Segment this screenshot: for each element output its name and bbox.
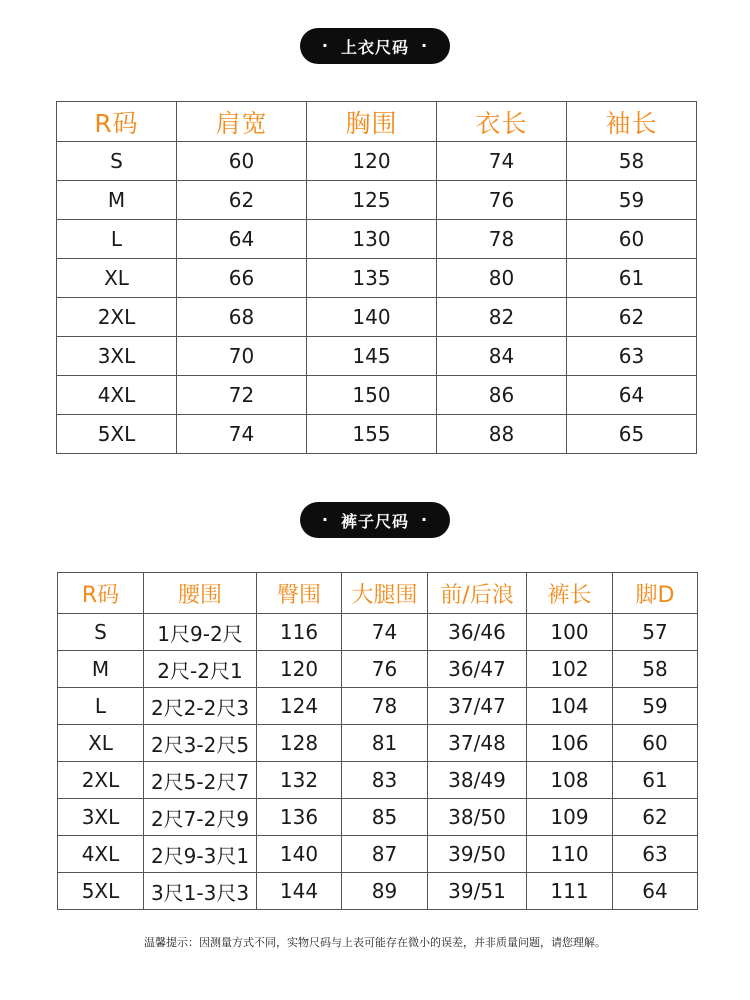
table-row xyxy=(57,259,697,298)
rise-cell: 39/51 xyxy=(428,873,527,910)
thigh-cell: 81 xyxy=(342,725,428,762)
table-row xyxy=(58,873,698,910)
table-row xyxy=(57,181,697,220)
chest-cell: 140 xyxy=(307,298,437,337)
size-cell: L xyxy=(57,220,177,259)
sleeve-cell: 61 xyxy=(567,259,697,298)
thigh-cell: 78 xyxy=(342,688,428,725)
chest-cell: 150 xyxy=(307,376,437,415)
size-cell: S xyxy=(57,142,177,181)
top-header-sleeve: 袖长 xyxy=(567,102,697,142)
table-row xyxy=(58,762,698,799)
length-cell: 80 xyxy=(437,259,567,298)
rise-cell: 37/47 xyxy=(428,688,527,725)
length-cell: 108 xyxy=(527,762,613,799)
size-cell: 2XL xyxy=(58,762,144,799)
table-row xyxy=(58,651,698,688)
pants-header-length: 裤长 xyxy=(527,573,613,614)
top-header-shoulder: 肩宽 xyxy=(177,102,307,142)
shoulder-cell: 68 xyxy=(177,298,307,337)
table-row xyxy=(57,337,697,376)
sleeve-cell: 62 xyxy=(567,298,697,337)
thigh-cell: 76 xyxy=(342,651,428,688)
pants-title-dot-right: · xyxy=(421,510,429,529)
length-cell: 104 xyxy=(527,688,613,725)
rise-cell: 38/49 xyxy=(428,762,527,799)
hip-cell: 136 xyxy=(257,799,342,836)
hip-cell: 124 xyxy=(257,688,342,725)
table-row xyxy=(57,298,697,337)
rise-cell: 38/50 xyxy=(428,799,527,836)
top-header-chest: 胸围 xyxy=(307,102,437,142)
shoulder-cell: 74 xyxy=(177,415,307,454)
pants-header-thigh: 大腿围 xyxy=(342,573,428,614)
top-size-title-pill xyxy=(300,28,450,64)
thigh-cell: 74 xyxy=(342,614,428,651)
waist-cell: 2尺-2尺1 xyxy=(144,651,257,688)
size-cell: 5XL xyxy=(57,415,177,454)
top-header-size: R码 xyxy=(57,102,177,142)
size-cell: XL xyxy=(57,259,177,298)
waist-cell: 2尺9-3尺1 xyxy=(144,836,257,873)
hip-cell: 116 xyxy=(257,614,342,651)
pants-title-dot-left: · xyxy=(321,510,329,529)
hip-cell: 140 xyxy=(257,836,342,873)
leg-opening-cell: 60 xyxy=(613,725,698,762)
sleeve-cell: 58 xyxy=(567,142,697,181)
table-row xyxy=(57,415,697,454)
size-cell: M xyxy=(58,651,144,688)
length-cell: 100 xyxy=(527,614,613,651)
sleeve-cell: 64 xyxy=(567,376,697,415)
hip-cell: 128 xyxy=(257,725,342,762)
pants-header-rise: 前/后浪 xyxy=(428,573,527,614)
waist-cell: 1尺9-2尺 xyxy=(144,614,257,651)
length-cell: 88 xyxy=(437,415,567,454)
length-cell: 110 xyxy=(527,836,613,873)
leg-opening-cell: 59 xyxy=(613,688,698,725)
pants-table-header-row xyxy=(58,573,698,614)
chest-cell: 155 xyxy=(307,415,437,454)
size-cell: 3XL xyxy=(57,337,177,376)
footer-note: 温馨提示：因测量方式不同，实物尺码与上表可能存在微小的误差，并非质量问题，请您理解。 xyxy=(144,936,606,949)
pants-header-hip: 臀围 xyxy=(257,573,342,614)
sleeve-cell: 59 xyxy=(567,181,697,220)
thigh-cell: 85 xyxy=(342,799,428,836)
waist-cell: 2尺3-2尺5 xyxy=(144,725,257,762)
table-row xyxy=(58,725,698,762)
waist-cell: 2尺7-2尺9 xyxy=(144,799,257,836)
length-cell: 111 xyxy=(527,873,613,910)
top-size-title: 上衣尺码 xyxy=(340,37,409,57)
leg-opening-cell: 61 xyxy=(613,762,698,799)
shoulder-cell: 60 xyxy=(177,142,307,181)
length-cell: 82 xyxy=(437,298,567,337)
table-row xyxy=(57,220,697,259)
chest-cell: 120 xyxy=(307,142,437,181)
rise-cell: 37/48 xyxy=(428,725,527,762)
length-cell: 74 xyxy=(437,142,567,181)
sleeve-cell: 65 xyxy=(567,415,697,454)
size-cell: 5XL xyxy=(58,873,144,910)
pants-header-size: R码 xyxy=(58,573,144,614)
sleeve-cell: 63 xyxy=(567,337,697,376)
pants-header-leg-opening: 脚D xyxy=(613,573,698,614)
table-row xyxy=(57,376,697,415)
chest-cell: 145 xyxy=(307,337,437,376)
top-title-dot-left: · xyxy=(321,36,329,55)
thigh-cell: 87 xyxy=(342,836,428,873)
leg-opening-cell: 57 xyxy=(613,614,698,651)
pants-size-title-pill xyxy=(300,502,450,538)
top-size-table xyxy=(56,101,697,454)
pants-size-table xyxy=(57,572,698,910)
waist-cell: 3尺1-3尺3 xyxy=(144,873,257,910)
chest-cell: 125 xyxy=(307,181,437,220)
shoulder-cell: 72 xyxy=(177,376,307,415)
top-header-length: 衣长 xyxy=(437,102,567,142)
size-cell: XL xyxy=(58,725,144,762)
chest-cell: 130 xyxy=(307,220,437,259)
leg-opening-cell: 58 xyxy=(613,651,698,688)
table-row xyxy=(58,614,698,651)
thigh-cell: 89 xyxy=(342,873,428,910)
chest-cell: 135 xyxy=(307,259,437,298)
size-cell: S xyxy=(58,614,144,651)
length-cell: 102 xyxy=(527,651,613,688)
thigh-cell: 83 xyxy=(342,762,428,799)
size-cell: 4XL xyxy=(58,836,144,873)
hip-cell: 132 xyxy=(257,762,342,799)
hip-cell: 120 xyxy=(257,651,342,688)
length-cell: 76 xyxy=(437,181,567,220)
length-cell: 78 xyxy=(437,220,567,259)
shoulder-cell: 66 xyxy=(177,259,307,298)
leg-opening-cell: 64 xyxy=(613,873,698,910)
waist-cell: 2尺2-2尺3 xyxy=(144,688,257,725)
table-row xyxy=(58,688,698,725)
size-cell: 3XL xyxy=(58,799,144,836)
sleeve-cell: 60 xyxy=(567,220,697,259)
shoulder-cell: 70 xyxy=(177,337,307,376)
table-row xyxy=(58,799,698,836)
table-row xyxy=(58,836,698,873)
length-cell: 84 xyxy=(437,337,567,376)
length-cell: 86 xyxy=(437,376,567,415)
size-cell: L xyxy=(58,688,144,725)
length-cell: 109 xyxy=(527,799,613,836)
table-row xyxy=(57,142,697,181)
top-title-dot-right: · xyxy=(421,36,429,55)
waist-cell: 2尺5-2尺7 xyxy=(144,762,257,799)
pants-size-title: 裤子尺码 xyxy=(340,511,409,531)
pants-header-waist: 腰围 xyxy=(144,573,257,614)
size-cell: 4XL xyxy=(57,376,177,415)
shoulder-cell: 62 xyxy=(177,181,307,220)
rise-cell: 39/50 xyxy=(428,836,527,873)
leg-opening-cell: 63 xyxy=(613,836,698,873)
hip-cell: 144 xyxy=(257,873,342,910)
size-cell: 2XL xyxy=(57,298,177,337)
length-cell: 106 xyxy=(527,725,613,762)
size-cell: M xyxy=(57,181,177,220)
leg-opening-cell: 62 xyxy=(613,799,698,836)
rise-cell: 36/47 xyxy=(428,651,527,688)
rise-cell: 36/46 xyxy=(428,614,527,651)
shoulder-cell: 64 xyxy=(177,220,307,259)
top-table-header-row xyxy=(57,102,697,142)
